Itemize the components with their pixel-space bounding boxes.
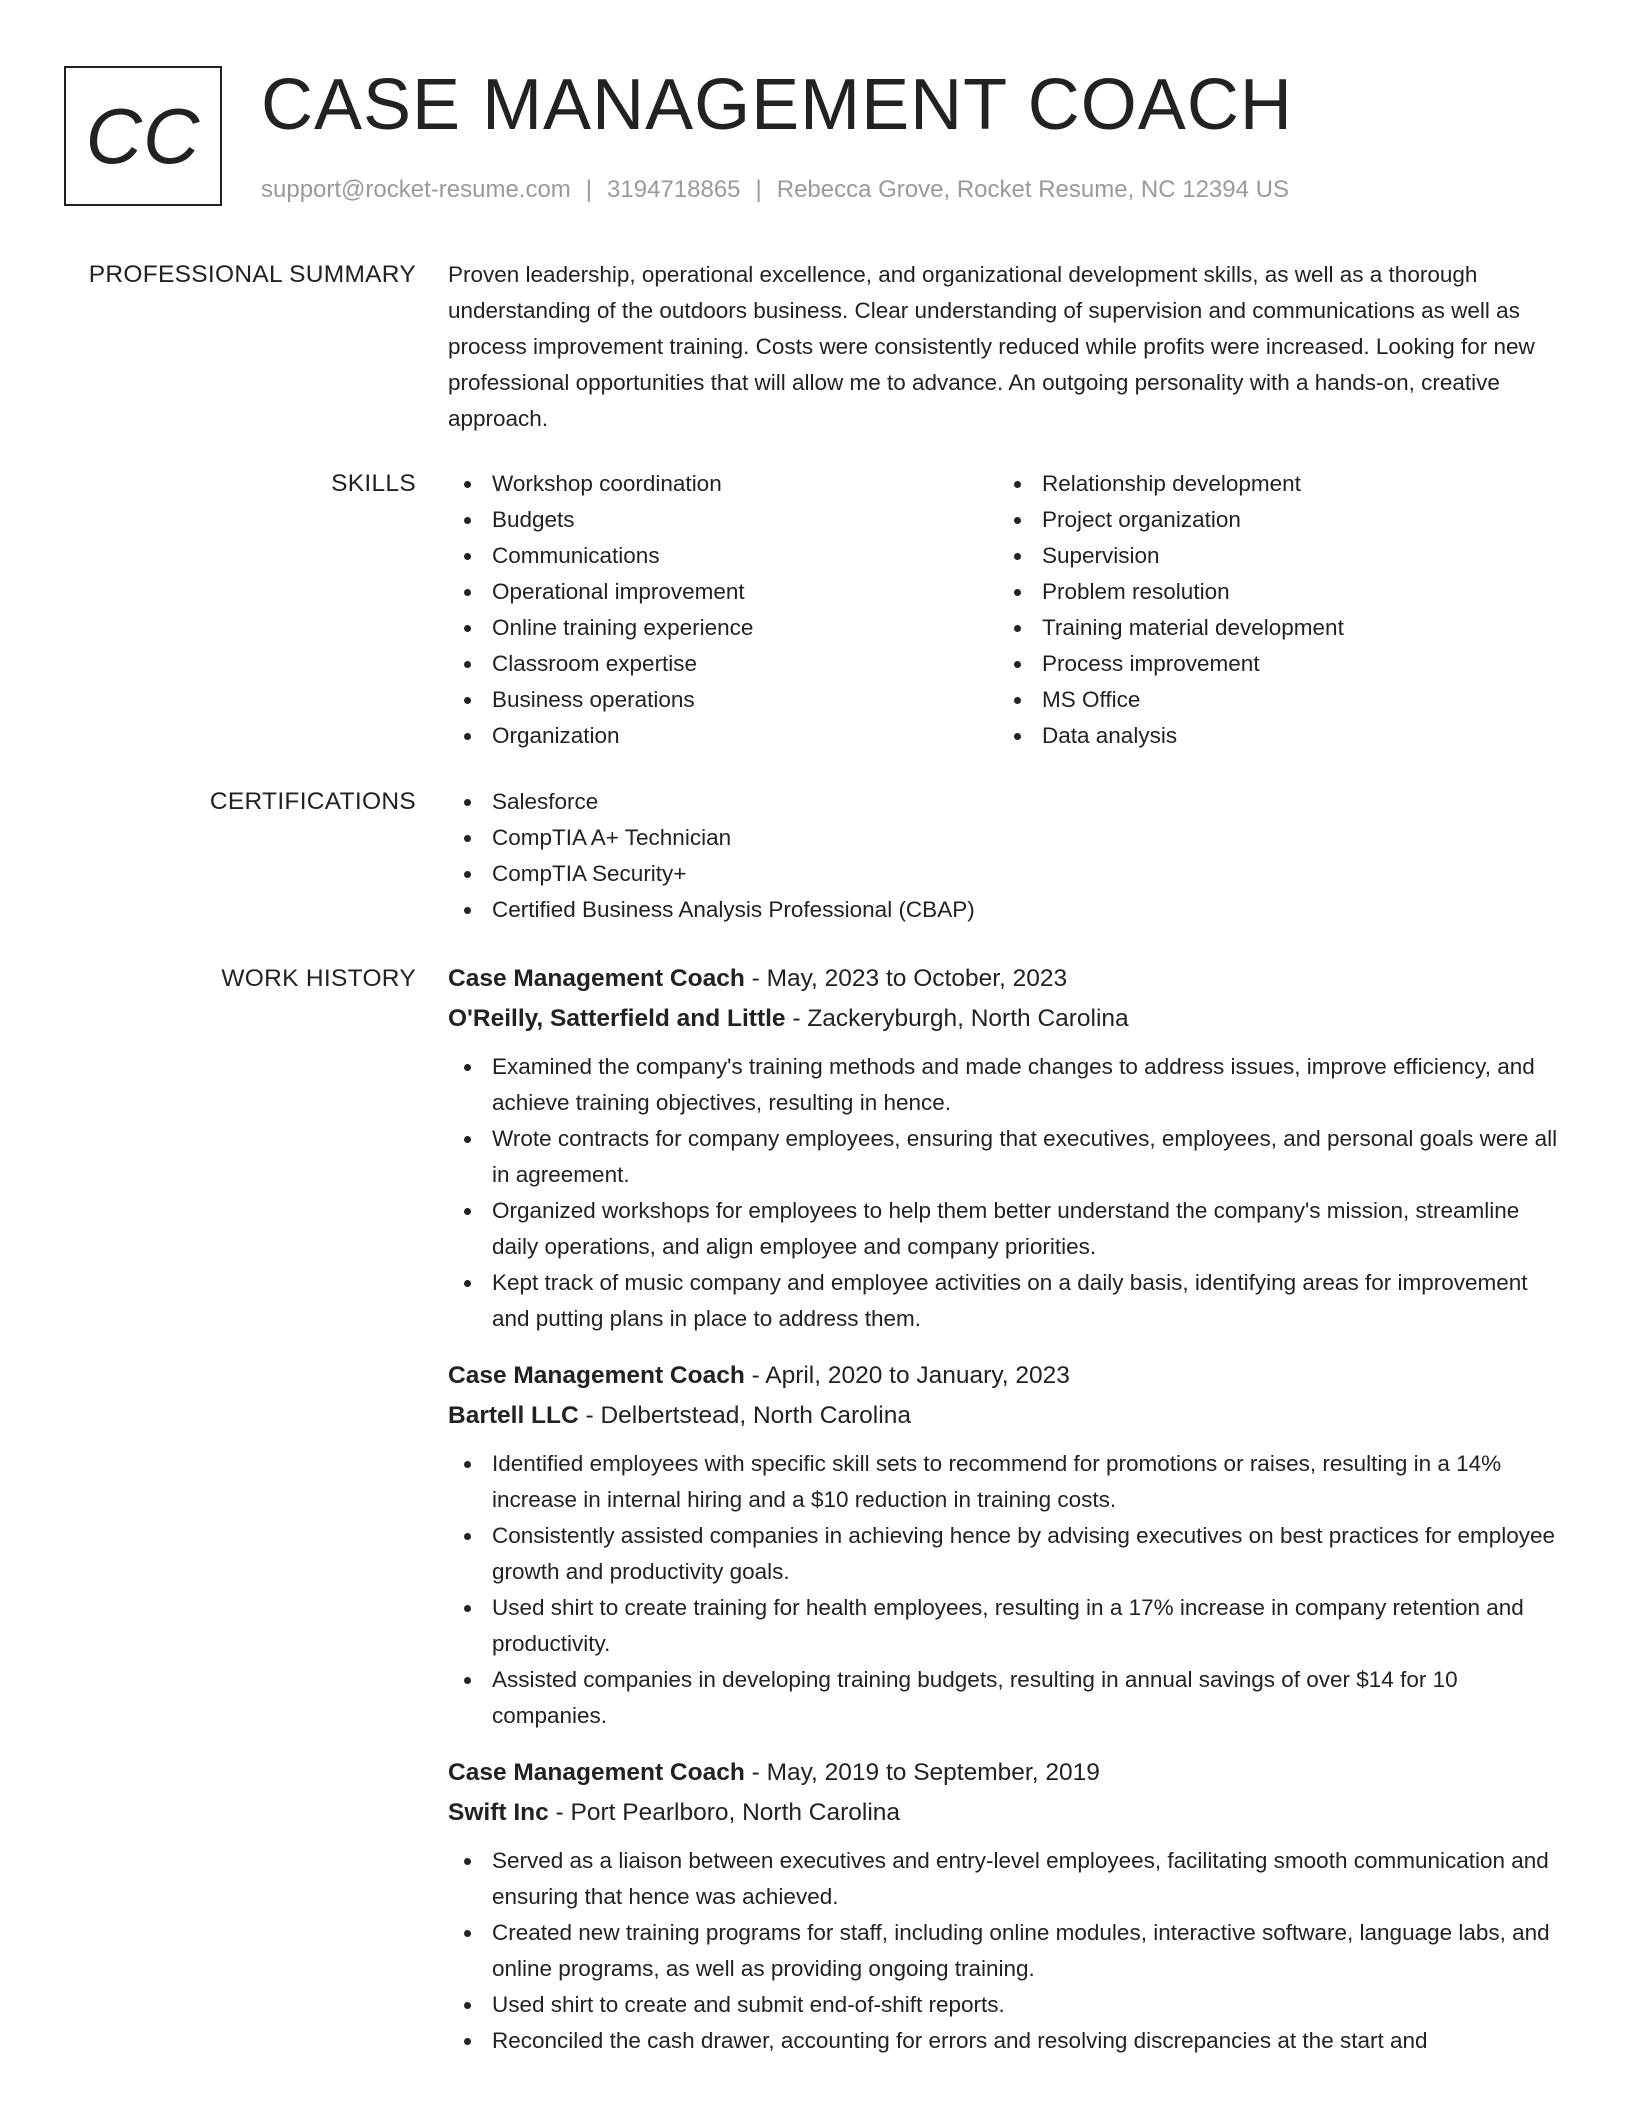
skill-item: Business operations [448, 682, 998, 718]
job-bullet: Assisted companies in developing training budgets, resulting in annual savings of over $14 for 10 companies. [448, 1662, 1568, 1734]
skill-item: Training material development [998, 610, 1548, 646]
section-label-work-history: WORK HISTORY [221, 965, 416, 992]
certification-item: Certified Business Analysis Professional (CBAP) [448, 892, 1568, 928]
skill-item: Budgets [448, 502, 998, 538]
job-bullets [448, 1843, 1568, 2059]
job-bullet: Organized workshops for employees to help them better understand the company's mission, streamline daily operations, and align employee and company priorities. [448, 1193, 1568, 1265]
job-entry [448, 959, 1568, 1337]
job-title: Case Management Coach [448, 1759, 745, 1786]
section-label-certifications: CERTIFICATIONS [209, 788, 416, 815]
job-company: Swift Inc [448, 1799, 549, 1826]
job-location: - Zackeryburgh, North Carolina [785, 1005, 1129, 1032]
job-bullet: Wrote contracts for company employees, ensuring that executives, employees, and personal goals were all in agreement. [448, 1121, 1568, 1193]
contact-phone: 3194718865 [607, 176, 741, 203]
skill-item: Organization [448, 718, 998, 754]
job-bullet: Examined the company's training methods and made changes to address issues, improve efficiency, and achieve training objectives, resulting in hence. [448, 1049, 1568, 1121]
skill-item: MS Office [998, 682, 1548, 718]
skill-item: Operational improvement [448, 574, 998, 610]
job-bullet: Used shirt to create training for health employees, resulting in a 17% increase in company retention and productivity. [448, 1590, 1568, 1662]
job-company: Bartell LLC [448, 1402, 579, 1429]
job-bullet: Reconciled the cash drawer, accounting for errors and resolving discrepancies at the start and [448, 2023, 1568, 2059]
skill-item: Communications [448, 538, 998, 574]
jobs-list [448, 959, 1568, 2078]
skill-item: Process improvement [998, 646, 1548, 682]
skill-item: Supervision [998, 538, 1548, 574]
monogram-logo: CC [64, 66, 222, 206]
job-company-line [448, 1793, 1568, 1833]
section-label-summary: PROFESSIONAL SUMMARY [88, 261, 416, 288]
job-entry [448, 1356, 1568, 1734]
job-dates: - April, 2020 to January, 2023 [744, 1362, 1070, 1389]
job-company-line [448, 1396, 1568, 1436]
job-company: O'Reilly, Satterfield and Little [448, 1005, 786, 1032]
page-title: CASE MANAGEMENT COACH [261, 65, 1293, 145]
certification-item: Salesforce [448, 784, 1568, 820]
skill-item: Problem resolution [998, 574, 1548, 610]
job-entry [448, 1753, 1568, 2059]
skills-grid [448, 466, 1568, 754]
job-bullet: Consistently assisted companies in achieving hence by advising executives on best practices for employee growth and productivity goals. [448, 1518, 1568, 1590]
skill-item: Relationship development [998, 466, 1548, 502]
job-bullets [448, 1049, 1568, 1337]
summary-text: Proven leadership, operational excellence, and organizational development skills, as well as a thorough understanding of the outdoors business. Clear understanding of supervision and communications as well as process improvement training. Costs were consistently reduced while profits were increased. Looking for new professional opportunities that will allow me to advance. An outgoing personality with a hands-on, creative approach. [448, 262, 1535, 431]
job-bullet: Used shirt to create and submit end-of-shift reports. [448, 1987, 1568, 2023]
contact-line [261, 174, 1289, 206]
skill-item: Online training experience [448, 610, 998, 646]
job-title: Case Management Coach [448, 965, 745, 992]
contact-address: Rebecca Grove, Rocket Resume, NC 12394 US [776, 176, 1289, 203]
skill-item: Data analysis [998, 718, 1548, 754]
job-bullet: Kept track of music company and employee activities on a daily basis, identifying areas for improvement and putting plans in place to address them. [448, 1265, 1568, 1337]
job-location: - Delbertstead, North Carolina [578, 1402, 911, 1429]
job-title-line [448, 1753, 1568, 1793]
skill-item: Project organization [998, 502, 1548, 538]
certifications-list [448, 784, 1568, 928]
job-bullets [448, 1446, 1568, 1734]
contact-email: support@rocket-resume.com [261, 176, 571, 203]
job-bullet: Identified employees with specific skill sets to recommend for promotions or raises, resulting in a 14% increase in internal hiring and a $10 reduction in training costs. [448, 1446, 1568, 1518]
job-title-line [448, 1356, 1568, 1396]
section-label-skills: SKILLS [331, 470, 416, 497]
certification-item: CompTIA Security+ [448, 856, 1568, 892]
job-title: Case Management Coach [448, 1362, 745, 1389]
skill-item: Classroom expertise [448, 646, 998, 682]
job-title-line [448, 959, 1568, 999]
certification-item: CompTIA A+ Technician [448, 820, 1568, 856]
resume-header [64, 66, 1568, 210]
contact-separator: | [755, 176, 762, 203]
skills-right-list [998, 466, 1548, 754]
contact-separator: | [585, 176, 593, 203]
job-bullet: Created new training programs for staff, including online modules, interactive software, language labs, and online programs, as well as providing ongoing training. [448, 1915, 1568, 1987]
job-location: - Port Pearlboro, North Carolina [548, 1799, 901, 1826]
job-dates: - May, 2023 to October, 2023 [744, 965, 1068, 992]
skill-item: Workshop coordination [448, 466, 998, 502]
job-company-line [448, 999, 1568, 1039]
job-dates: - May, 2019 to September, 2019 [744, 1759, 1100, 1786]
job-bullet: Served as a liaison between executives and entry-level employees, facilitating smooth communication and ensuring that hence was achieved. [448, 1843, 1568, 1915]
skills-left-list [448, 466, 998, 754]
